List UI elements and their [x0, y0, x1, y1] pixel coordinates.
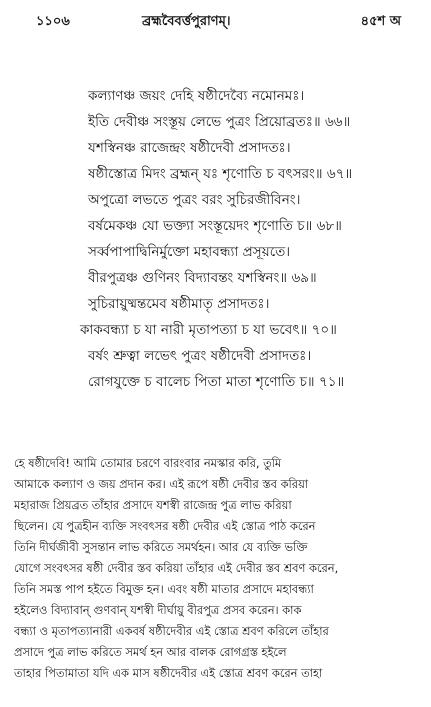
- prose-line: হইলেও বিদ্যাবান্ গুণবান্ যশস্বী দীর্ঘায়ু বীরপুত্র প্রসব করেন। কাক: [14, 603, 302, 617]
- verse-line: বর্ষং শ্রুত্বা লভেৎ পুত্রং ষষ্ঠীদেবী প্রসাদতঃ।: [88, 349, 312, 364]
- prose-line: যোগে সংবৎসর ষষ্ঠী দেবীর স্তব করিয়া তাঁহার এই দেবীর স্তব শ্রবণ করেন,: [14, 561, 339, 575]
- book-title: ব্রহ্মবৈবর্ত্তপুরাণম্।: [142, 14, 231, 29]
- verse-line: সুচিরায়ুষ্মন্তমেব ষষ্ঠীমাতৃ প্রসাদতঃ।: [88, 297, 270, 312]
- verse-line: ষষ্ঠীস্তোত্র মিদং ব্রহ্মন্ যঃ শৃণোতি চ বৎসরং॥ ৬৭॥: [88, 167, 353, 182]
- prose-line: তিনি দীর্ঘজীবী সুসন্তান লাভ করিতে সমর্থহন। আর যে ব্যক্তি ভক্তি: [14, 540, 308, 554]
- verse-line: বর্ষমেকঞ্চ যো ভক্ত্যা সংস্তূয়েদং শৃণোতি চ॥ ৬৮॥: [88, 219, 342, 234]
- page-header: [0, 10, 431, 34]
- prose-line: বন্ধ্যা ও মৃতাপত্যানারী একবর্ষ ষষ্ঠীদেবীর এই স্তোত্র শ্রবণ করিলে তাঁহার: [14, 624, 329, 638]
- prose-line: তাহার পিতামাতা যদি এক মাস ষষ্ঠীদেবীর এই স্তোত্র শ্রবণ করেন তাহা: [14, 666, 323, 680]
- prose-line: তিনি সমস্ত পাপ হইতে বিমুক্ত হন। এবং ষষ্ঠী মাতার প্রসাদে মহাবন্ধ্যা: [14, 582, 314, 596]
- prose-line: হে ষষ্ঠীদেবি! আমি তোমার চরণে বারংবার নমস্কার করি, তুমি: [14, 456, 282, 470]
- verse-line: ইতি দেবীঞ্চ সংস্তূয় লেভে পুত্রং প্রিয়োব্রতঃ॥ ৬৬॥: [88, 115, 351, 130]
- verse-line: রোগযুক্তে চ বালেচ পিতা মাতা শৃণোতি চ॥ ৭১॥: [88, 375, 345, 390]
- prose-line: প্রসাদে পুত্র লাভ করিতে সমর্থ হন আর বালক রোগগ্রস্ত হইলে: [14, 645, 287, 659]
- verse-line: সর্ব্বপাপাদ্বিনির্মুক্তো মহাবন্ধ্যা প্রসূয়তে।: [88, 245, 291, 260]
- prose-line: আমাকে কল্যাণ ও জয় প্রদান কর। এই রূপে ষষ্ঠী দেবীর স্তব করিয়া: [14, 477, 309, 491]
- verse-line: বীরপুত্রঞ্চ গুণিনং বিদ্যাবন্তং যশস্বিনং॥ ৬৯॥: [88, 271, 317, 286]
- section-label: ৪৫শ অ: [360, 14, 401, 29]
- prose-line: ছিলেন। যে পুত্রহীন ব্যক্তি সংবৎসর ষষ্ঠী দেবীর এই স্তোত্র পাঠ করেন: [14, 519, 316, 533]
- verse-line: যশস্বিনঞ্চ রাজেন্দ্রং ষষ্ঠীদেবী প্রসাদতঃ।: [88, 141, 291, 156]
- verse-line: কাকবন্ধ্যা চ যা নারী মৃতাপত্যা চ যা ভবেৎ॥ ৭০॥: [80, 323, 337, 338]
- prose-line: মহারাজ প্রিয়ব্রত তাঁহার প্রসাদে যশস্বী রাজেন্দ্র পুত্র লাভ করিয়া: [14, 498, 292, 512]
- page-number: ১১০৬: [36, 14, 70, 29]
- verse-line: কল্যাণঞ্চ জয়ং দেহি ষষ্ঠীদেব্যৈ নমোনমঃ।: [88, 89, 305, 104]
- verse-line: অপুত্রো লভতে পুত্রং বরং সুচিরজীবিনং।: [88, 193, 301, 208]
